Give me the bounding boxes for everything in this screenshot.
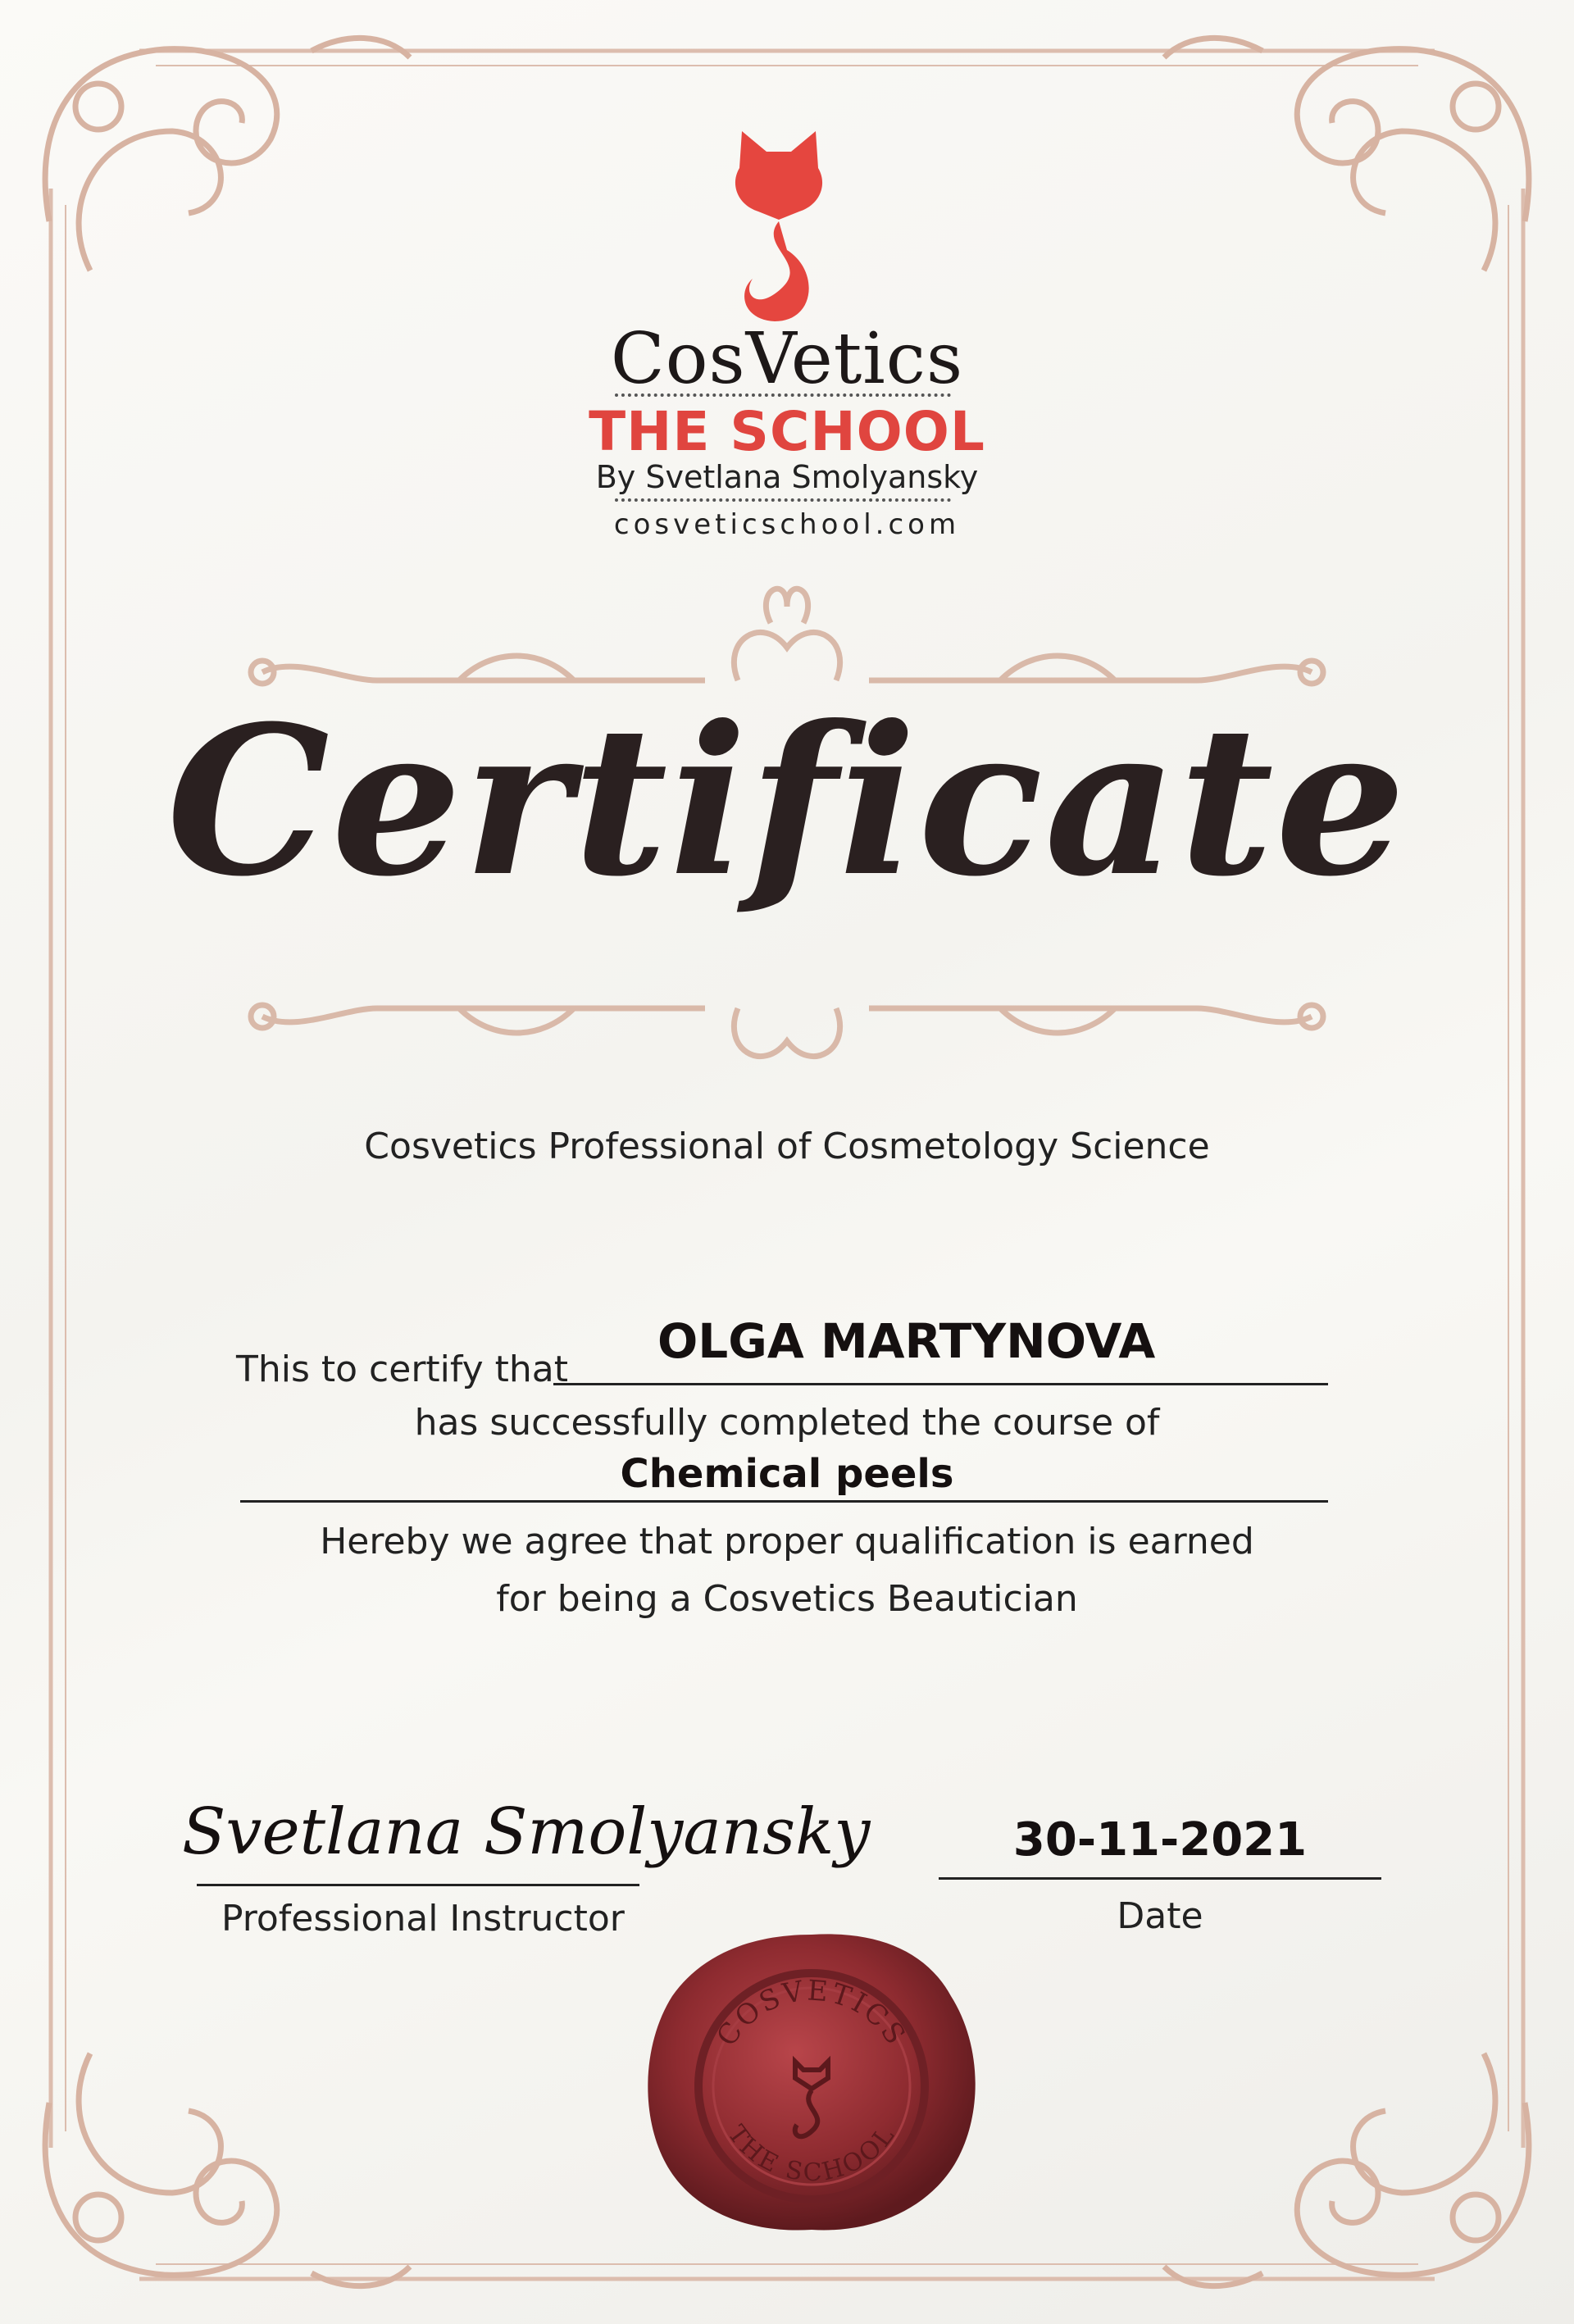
corner-flourish-bottom-right xyxy=(1164,2053,1529,2286)
date-label: Date xyxy=(1117,1895,1203,1937)
qualification-line-2: for being a Cosvetics Beautician xyxy=(496,1578,1078,1620)
program-name: Cosvetics Professional of Cosmetology Science xyxy=(364,1126,1210,1167)
instructor-signature: Svetlana Smolyansky xyxy=(182,1795,871,1869)
certificate-date: 30-11-2021 xyxy=(1012,1813,1308,1867)
logo-divider xyxy=(615,393,951,397)
corner-flourish-top-right xyxy=(1164,38,1529,271)
seal-bottom-text: THE SCHOOL xyxy=(721,2120,902,2188)
brand-website: cosveticschool.com xyxy=(613,508,961,541)
recipient-name: OLGA MARTYNOVA xyxy=(657,1313,1156,1369)
name-underline xyxy=(553,1383,1328,1385)
certify-label: This to certify that xyxy=(236,1348,568,1390)
divider-top xyxy=(251,589,1323,684)
course-name: Chemical peels xyxy=(620,1451,954,1497)
wax-seal xyxy=(631,1918,992,2246)
qualification-line-1: Hereby we agree that proper qualification is earned xyxy=(320,1521,1254,1562)
date-underline xyxy=(939,1877,1381,1880)
certificate-title: Certificate xyxy=(166,680,1408,921)
seal-top-text: COSVETICS xyxy=(710,1974,913,2053)
corner-flourish-top-left xyxy=(45,38,410,271)
logo-divider xyxy=(615,498,951,502)
brand-school: THE SCHOOL xyxy=(589,400,985,463)
brand-name: CosVetics xyxy=(610,318,964,400)
signature-underline xyxy=(197,1884,639,1886)
corner-flourish-bottom-left xyxy=(45,2053,410,2286)
divider-bottom xyxy=(251,1005,1323,1057)
completed-text: has successfully completed the course of xyxy=(414,1402,1160,1444)
fox-logo-icon xyxy=(735,131,822,321)
course-underline xyxy=(240,1500,1328,1503)
brand-by-line: By Svetlana Smolyansky xyxy=(595,459,979,495)
instructor-role: Professional Instructor xyxy=(221,1898,625,1940)
